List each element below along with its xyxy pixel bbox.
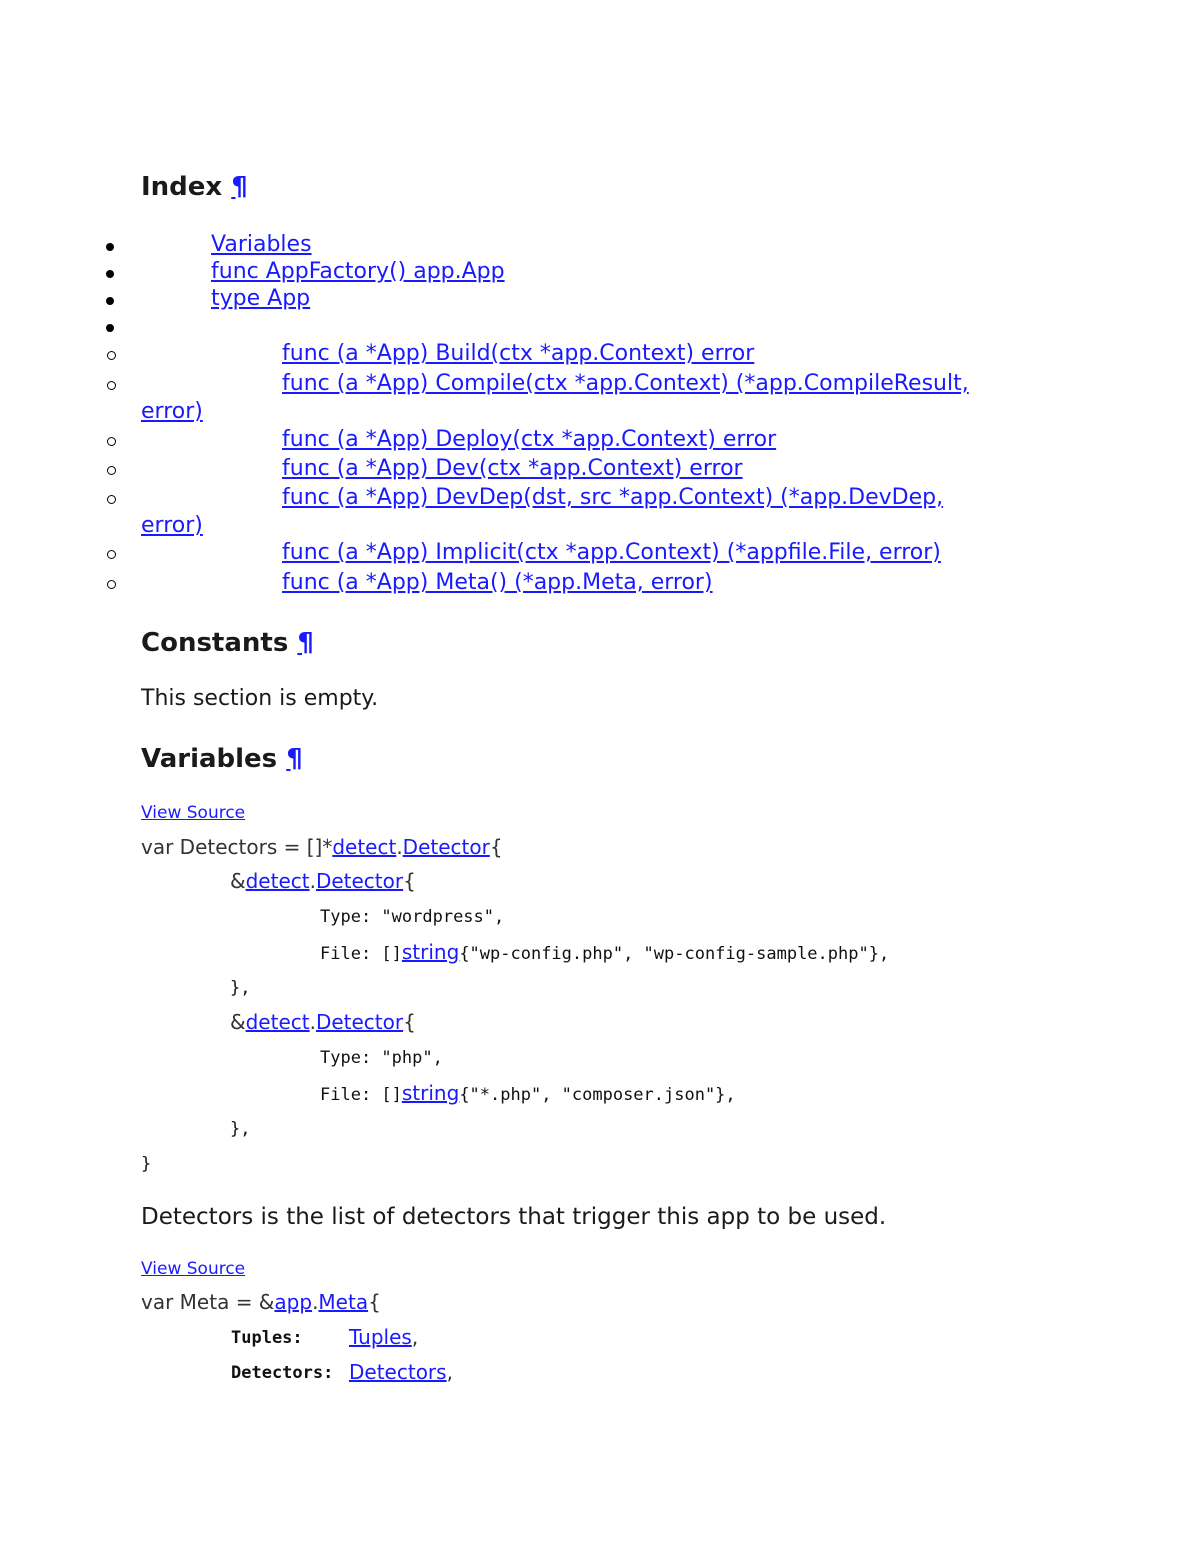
code-text: . — [312, 1290, 319, 1314]
bullet-disc-icon — [106, 259, 114, 285]
toc-link-implicit[interactable]: func (a *App) Implicit(ctx *app.Context) (*appfile.File, error) — [282, 540, 941, 565]
code-text: Type: — [320, 1048, 382, 1068]
code-link-detect[interactable]: detect — [245, 1010, 310, 1034]
code-text: { — [368, 1290, 381, 1314]
code-line-detectors-val — [349, 1360, 453, 1384]
code-text: {"*.php", "composer.json"}, — [459, 1085, 736, 1105]
code-line-entry2-open — [230, 1010, 416, 1034]
toc-link-compile[interactable]: func (a *App) Compile(ctx *app.Context) (*app.CompileResult, — [282, 371, 969, 396]
toc-link-build[interactable]: func (a *App) Build(ctx *app.Context) error — [282, 341, 755, 366]
constants-title: Constants — [141, 628, 289, 658]
code-link-tuples[interactable]: Tuples — [349, 1325, 412, 1349]
code-key-detectors: Detectors: — [231, 1363, 334, 1383]
constants-anchor-link[interactable]: ¶ — [297, 628, 314, 658]
code-text: var Detectors = []* — [141, 835, 333, 859]
view-source-link-detectors[interactable]: View Source — [141, 803, 246, 823]
code-text: "php", — [381, 1048, 443, 1068]
variables-heading — [141, 744, 303, 774]
variables-title: Variables — [141, 744, 278, 774]
code-line-entry2-type — [320, 1047, 443, 1069]
code-line-tuples-val — [349, 1325, 418, 1349]
code-line-entry1-close: }, — [230, 978, 251, 998]
code-line-entry2-close: }, — [230, 1119, 251, 1139]
code-text: "wordpress", — [381, 907, 505, 927]
index-title: Index — [141, 172, 223, 202]
toc-link-variables[interactable]: Variables — [211, 232, 312, 257]
toc-link-type-app[interactable]: type App — [211, 286, 311, 311]
code-link-string[interactable]: string — [401, 1081, 460, 1105]
code-text: , — [411, 1325, 419, 1349]
code-text: { — [489, 835, 503, 859]
bullet-circle-icon — [107, 341, 116, 367]
code-link-detector[interactable]: Detector — [315, 869, 404, 893]
variables-anchor-link[interactable]: ¶ — [286, 744, 303, 774]
detectors-description: Detectors is the list of detectors that trigger this app to be used. — [141, 1204, 887, 1230]
code-text: & — [230, 1010, 246, 1034]
code-text: var Meta = & — [141, 1290, 275, 1314]
code-text: & — [230, 869, 246, 893]
bullet-disc-icon — [106, 313, 114, 339]
code-text: Type: — [320, 907, 382, 927]
code-link-string[interactable]: string — [401, 940, 460, 964]
index-heading — [141, 172, 248, 202]
view-source-link-meta[interactable]: View Source — [141, 1259, 246, 1279]
toc-link-compile-cont[interactable]: error) — [141, 399, 203, 424]
code-text: . — [309, 1010, 316, 1034]
code-line-meta-decl — [141, 1290, 381, 1314]
code-text: {"wp-config.php", "wp-config-sample.php"}, — [459, 944, 890, 964]
constants-heading — [141, 628, 314, 658]
code-line-entry2-file — [320, 1082, 736, 1106]
bullet-circle-icon — [107, 485, 116, 511]
code-line-detectors-close: } — [141, 1154, 152, 1174]
toc-link-devdep-cont[interactable]: error) — [141, 513, 203, 538]
code-link-detector[interactable]: Detector — [402, 835, 490, 859]
toc-link-deploy[interactable]: func (a *App) Deploy(ctx *app.Context) error — [282, 427, 777, 452]
code-link-detector[interactable]: Detector — [315, 1010, 404, 1034]
bullet-circle-icon — [107, 456, 116, 482]
bullet-circle-icon — [107, 427, 116, 453]
index-anchor-link[interactable]: ¶ — [231, 172, 248, 202]
code-link-app[interactable]: app — [274, 1290, 313, 1314]
code-text: { — [403, 869, 416, 893]
code-link-detectors[interactable]: Detectors — [349, 1360, 447, 1384]
code-link-detect[interactable]: detect — [332, 835, 397, 859]
code-line-entry1-open — [230, 869, 416, 893]
code-text: File: [] — [320, 944, 402, 964]
code-key-tuples: Tuples: — [231, 1328, 303, 1348]
code-text: , — [446, 1360, 453, 1384]
code-line-detectors-decl — [141, 835, 503, 859]
bullet-circle-icon — [107, 371, 116, 397]
code-line-entry1-type — [320, 906, 504, 928]
code-text: . — [396, 835, 403, 859]
code-link-meta[interactable]: Meta — [318, 1290, 369, 1314]
toc-link-dev[interactable]: func (a *App) Dev(ctx *app.Context) error — [282, 456, 743, 481]
constants-empty-text: This section is empty. — [141, 686, 379, 711]
code-line-entry1-file — [320, 941, 889, 965]
bullet-circle-icon — [107, 570, 116, 596]
code-text: . — [309, 869, 316, 893]
bullet-disc-icon — [106, 232, 114, 258]
code-text: { — [403, 1010, 416, 1034]
bullet-circle-icon — [107, 540, 116, 566]
code-text: File: [] — [320, 1085, 402, 1105]
code-link-detect[interactable]: detect — [245, 869, 310, 893]
toc-link-meta[interactable]: func (a *App) Meta() (*app.Meta, error) — [282, 570, 713, 595]
toc-link-devdep[interactable]: func (a *App) DevDep(dst, src *app.Context) (*app.DevDep, — [282, 485, 944, 510]
toc-link-appfactory[interactable]: func AppFactory() app.App — [211, 259, 505, 284]
bullet-disc-icon — [106, 286, 114, 312]
